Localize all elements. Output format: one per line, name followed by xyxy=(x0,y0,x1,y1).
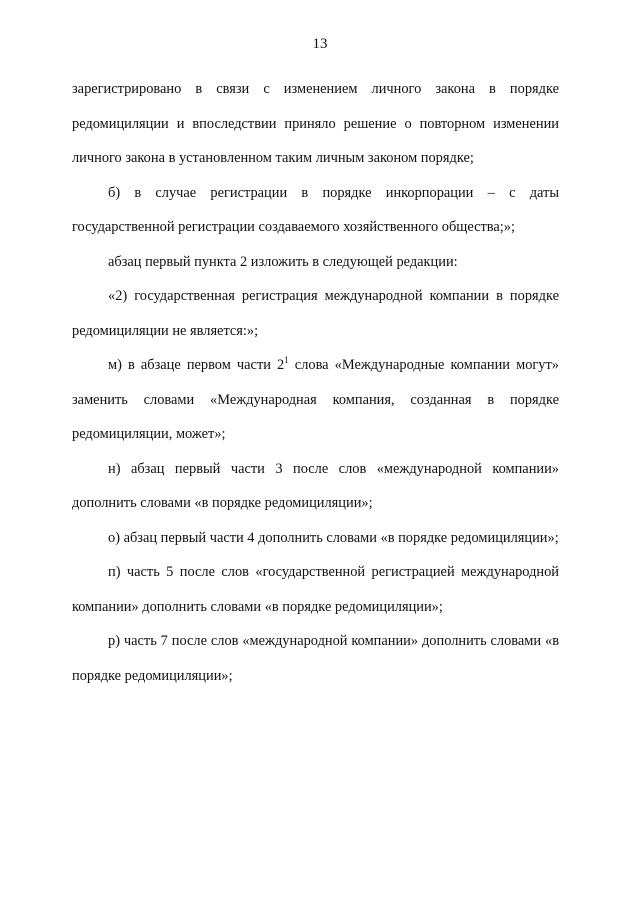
paragraph-item-b: б) в случае регистрации в порядке инкорпорации – с даты государственной регистрации создаваемого хозяйственного общества;»; xyxy=(72,184,559,235)
page-number: 13 xyxy=(312,36,328,52)
paragraph-item-r: р) часть 7 после слов «международной компании» дополнить словами «в порядке редомициляции»; xyxy=(72,633,559,684)
paragraph-quote-2: «2) государственная регистрация международной компании в порядке редомициляции не является:»; xyxy=(72,288,559,339)
paragraph-continuation: зарегистрировано в связи с изменением личного закона в порядке редомициляции и впоследствии приняло решение о повторном изменении личного закона в установленном таким личным законом порядке; xyxy=(72,81,559,166)
paragraph-item-m-start: м) в абзаце первом части 2 xyxy=(108,357,285,373)
paragraph-instruction: абзац первый пункта 2 изложить в следующей редакции: xyxy=(108,253,458,270)
superscript-mark: 1 xyxy=(284,355,289,366)
paragraph-item-m xyxy=(72,348,559,452)
paragraph-item-n: н) абзац первый части 3 после слов «международной компании» дополнить словами «в порядке редомициляции»; xyxy=(72,460,559,511)
paragraph-item-m-end: слова «Международные компании могут» заменить словами «Международная компания, созданная в порядке редомициляции, может»; xyxy=(72,357,559,442)
paragraph-item-o: о) абзац первый части 4 дополнить словами «в порядке редомициляции»; xyxy=(108,529,559,546)
paragraph-item-p: п) часть 5 после слов «государственной регистрацией международной компании» дополнить словами «в порядке редомициляции»; xyxy=(72,564,559,615)
document-body xyxy=(72,72,559,693)
